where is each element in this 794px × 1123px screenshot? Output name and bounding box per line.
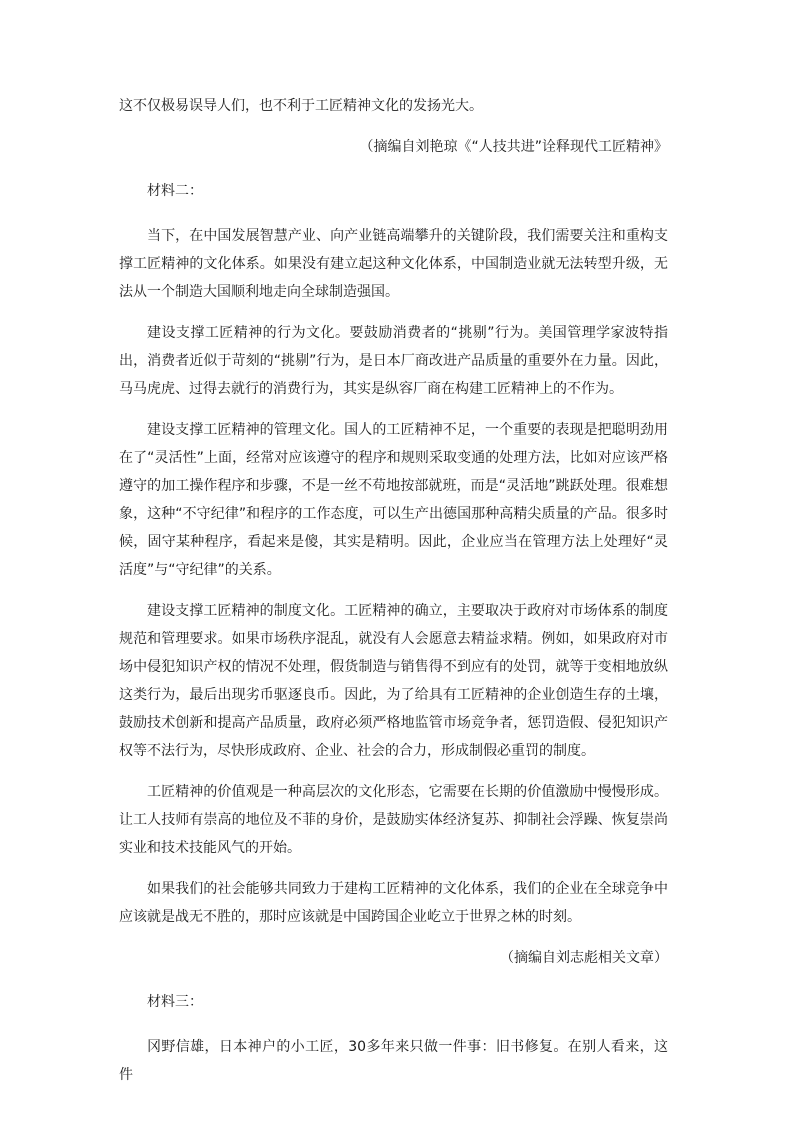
- section-heading-material-2: 材料二：: [147, 183, 203, 199]
- paragraph-intro: 当下，在中国发展智慧产业、向产业链高端攀升的关键阶段，我们需要关注和重构支撑工匠精神的文化体系。如果没有建立起这种文化体系，中国制造业就无法转型升级，无法从一个制造大国顺利地走向全球制造强国。: [119, 228, 668, 300]
- paragraph-behavior-culture: 建设支撑工匠精神的行为文化。要鼓励消费者的“挑剔”行为。美国管理学家波特指出，消费者近似于苛刻的“挑剔”行为，是日本厂商改进产品质量的重要外在力量。因此，马马虎虎、过得去就行的消费行为，其实是纵容厂商在构建工匠精神上的不作为。: [119, 325, 668, 397]
- document-page: [119, 92, 668, 1102]
- paragraph-conclusion: 如果我们的社会能够共同致力于建构工匠精神的文化体系，我们的企业在全球竞争中应该就是战无不胜的，那时应该就是中国跨国企业屹立于世界之林的时刻。: [119, 881, 668, 925]
- source-citation-2: （摘编自刘志彪相关文章）: [500, 950, 668, 966]
- paragraph-continuation: 这不仅极易误导人们，也不利于工匠精神文化的发扬光大。: [119, 98, 483, 114]
- paragraph-management-culture: 建设支撑工匠精神的管理文化。国人的工匠精神不足，一个重要的表现是把聪明劲用在了“灵活性”上面，经常对应该遵守的程序和规则采取变通的处理方法，比如对应该严格遵守的加工操作程序和步骤，不是一丝不苟地按部就班，而是“灵活地”跳跃处理。很难想象，这种“不守纪律”和程序的工作态度，可以生产出德国那种高精尖质量的产品。很多时候，固守某种程序，看起来是傻，其实是精明。因此，企业应当在管理方法上处理好“灵活度”与“守纪律”的关系。: [119, 422, 668, 578]
- section-heading-material-3: 材料三：: [147, 994, 203, 1010]
- paragraph-okano: 冈野信雄，日本神户的小工匠，30多年来只做一件事：旧书修复。在别人看来，这件: [119, 1039, 668, 1083]
- source-citation-1: （摘编自刘艳琼《“人技共进”诠释现代工匠精神》: [359, 139, 668, 155]
- paragraph-values: 工匠精神的价值观是一种高层次的文化形态，它需要在长期的价值激励中慢慢形成。让工人技师有崇高的地位及不菲的身价，是鼓励实体经济复苏、抑制社会浮躁、恢复崇尚实业和技术技能风气的开始。: [119, 784, 668, 856]
- paragraph-institution-culture: 建设支撑工匠精神的制度文化。工匠精神的确立，主要取决于政府对市场体系的制度规范和管理要求。如果市场秩序混乱，就没有人会愿意去精益求精。例如，如果政府对市场中侵犯知识产权的情况不处理，假货制造与销售得不到应有的处罚，就等于变相地放纵这类行为，最后出现劣币驱逐良币。因此，为了给具有工匠精神的企业创造生存的土壤，鼓励技术创新和提高产品质量，政府必须严格地监管市场竞争者，惩罚造假、侵犯知识产权等不法行为，尽快形成政府、企业、社会的合力，形成制假必重罚的制度。: [119, 603, 668, 759]
